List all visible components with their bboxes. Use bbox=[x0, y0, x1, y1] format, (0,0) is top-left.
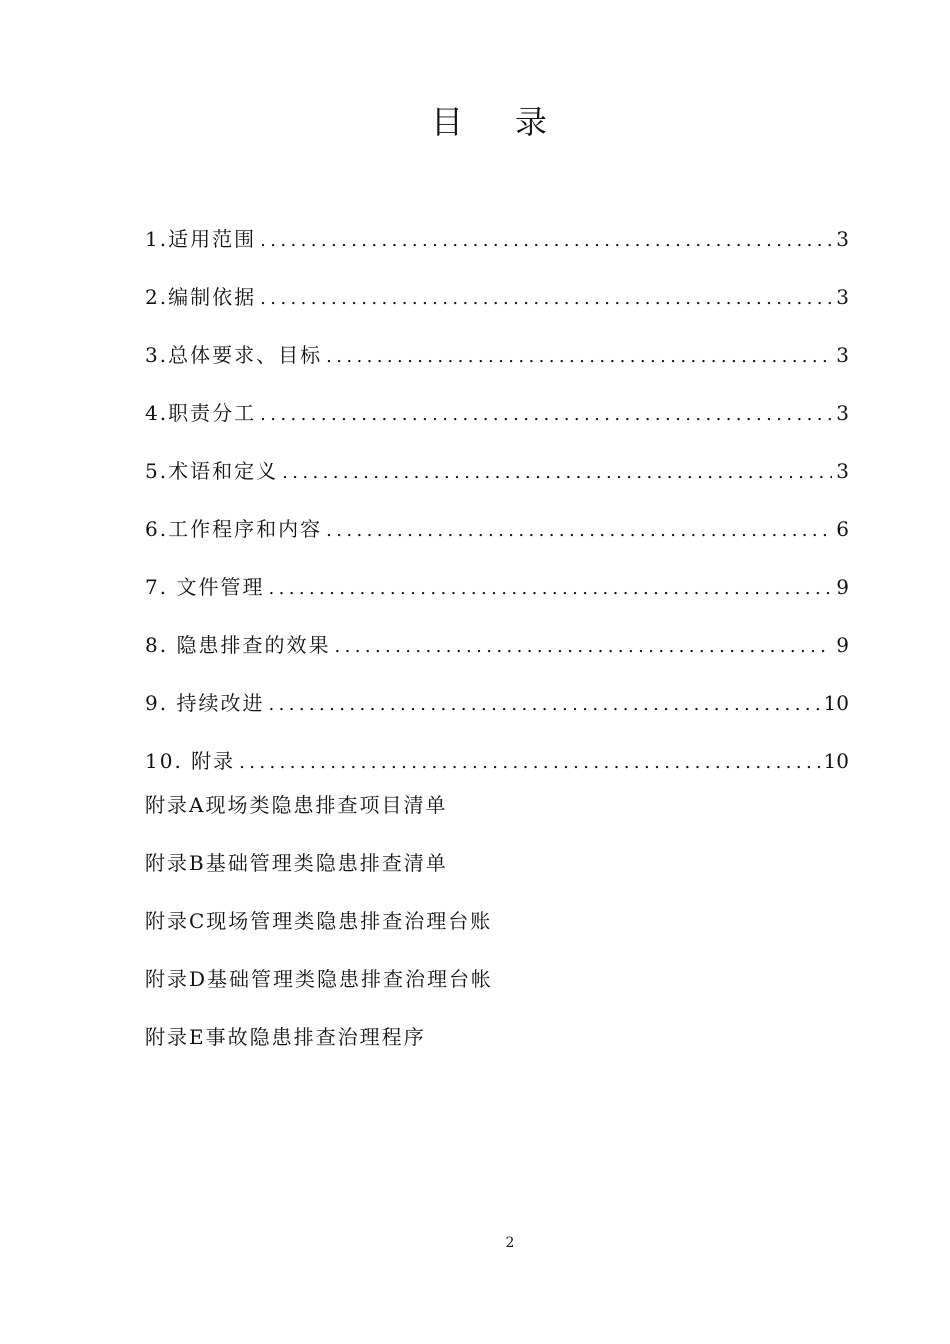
toc-entry[interactable] bbox=[145, 570, 849, 628]
toc-entry-label: 6.工作程序和内容 bbox=[145, 517, 323, 541]
toc-entry-label: 3.总体要求、目标 bbox=[145, 343, 323, 367]
toc-entry-page: 9 bbox=[836, 633, 849, 657]
toc-entry-page: 10 bbox=[823, 749, 849, 773]
toc-entry-label: 7. 文件管理 bbox=[145, 575, 265, 599]
toc-entry[interactable] bbox=[145, 512, 849, 570]
toc-dot-leader bbox=[268, 572, 832, 606]
toc-dot-leader bbox=[326, 514, 832, 548]
toc-entry-label: 8. 隐患排查的效果 bbox=[145, 633, 331, 657]
toc-entry-page: 9 bbox=[836, 575, 849, 599]
toc-entry-label: 1.适用范围 bbox=[145, 227, 257, 251]
toc-dot-leader bbox=[268, 688, 819, 722]
toc-entry-page: 10 bbox=[823, 691, 849, 715]
toc-entry-page: 6 bbox=[836, 517, 849, 541]
toc-entry[interactable] bbox=[145, 280, 849, 338]
toc-dot-leader bbox=[334, 630, 832, 664]
toc-entry-label: 9. 持续改进 bbox=[145, 691, 265, 715]
toc-entry[interactable] bbox=[145, 338, 849, 396]
toc-dot-leader bbox=[239, 746, 819, 780]
toc-dot-leader bbox=[260, 224, 832, 258]
appendix-item[interactable]: 附录C现场管理类隐患排查治理台账 bbox=[145, 909, 493, 933]
toc-entry-label: 10. 附录 bbox=[145, 749, 236, 773]
appendix-item[interactable]: 附录B基础管理类隐患排查清单 bbox=[145, 851, 448, 875]
appendix-list bbox=[145, 788, 493, 1078]
toc-entry-label: 4.职责分工 bbox=[145, 401, 257, 425]
toc-entry-page: 3 bbox=[836, 401, 849, 425]
appendix-item[interactable]: 附录D基础管理类隐患排查治理台帐 bbox=[145, 967, 494, 991]
table-of-contents bbox=[145, 222, 849, 802]
toc-entry-page: 3 bbox=[836, 459, 849, 483]
toc-entry[interactable] bbox=[145, 396, 849, 454]
toc-entry-label: 5.术语和定义 bbox=[145, 459, 279, 483]
toc-title: 目录 bbox=[430, 103, 599, 141]
toc-entry-label: 2.编制依据 bbox=[145, 285, 257, 309]
toc-dot-leader bbox=[282, 456, 832, 490]
toc-entry-page: 3 bbox=[836, 285, 849, 309]
toc-entry[interactable] bbox=[145, 686, 849, 744]
toc-entry-page: 3 bbox=[836, 227, 849, 251]
appendix-item[interactable]: 附录A现场类隐患排查项目清单 bbox=[145, 793, 448, 817]
page-number: 2 bbox=[505, 1235, 515, 1251]
toc-dot-leader bbox=[260, 398, 832, 432]
toc-entry[interactable] bbox=[145, 628, 849, 686]
toc-entry[interactable] bbox=[145, 454, 849, 512]
toc-dot-leader bbox=[260, 282, 832, 316]
toc-entry[interactable] bbox=[145, 222, 849, 280]
toc-dot-leader bbox=[326, 340, 832, 374]
toc-entry-page: 3 bbox=[836, 343, 849, 367]
appendix-item[interactable]: 附录E事故隐患排查治理程序 bbox=[145, 1025, 426, 1049]
